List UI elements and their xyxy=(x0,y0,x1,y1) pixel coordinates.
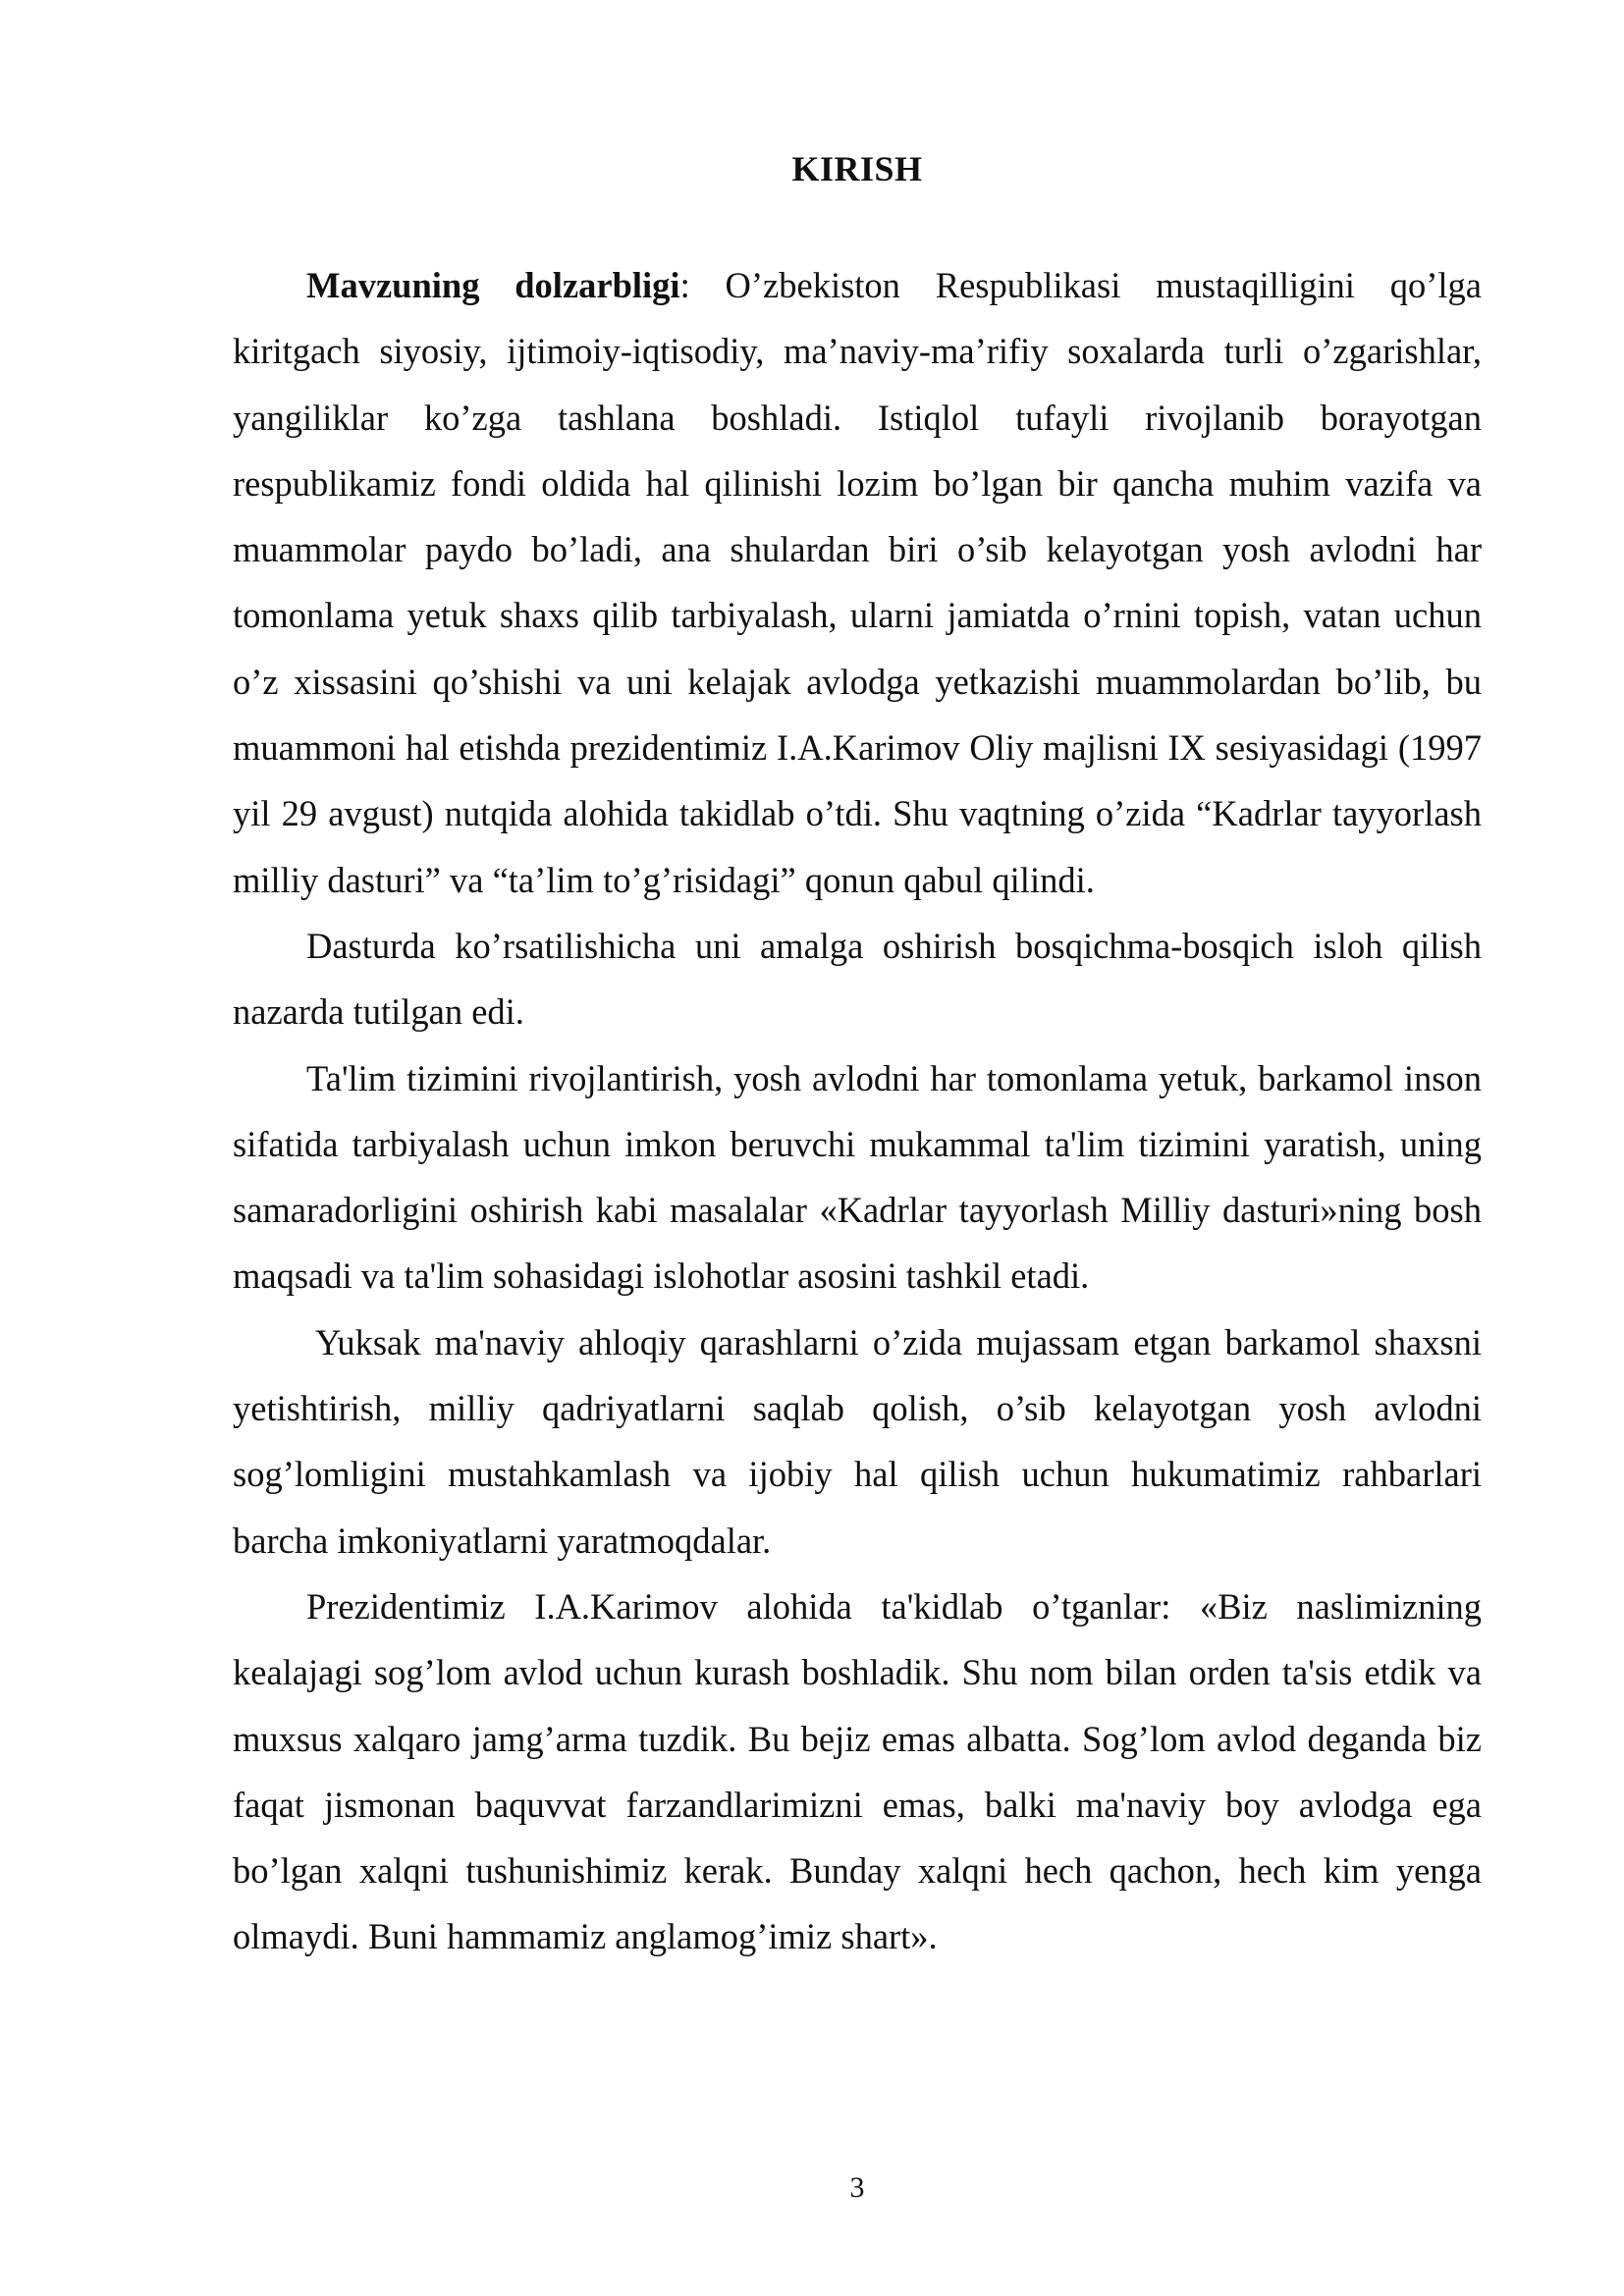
paragraph-lead: Mavzuning dolzarbligi xyxy=(306,265,680,305)
paragraph-text: : O’zbekiston Respublikasi mustaqilligini qo’lga kiritgach siyosiy, ijtimoiy-iqtisodiy, ma’naviy-ma’rifiy soxalarda turli o’zgarishlar, yangiliklar ko’zga tashlana boshladi. Istiqlol tufayli rivojlanib borayotgan respublikamiz fondi oldida hal qilinishi lozim bo’lgan bir qancha muhim vazifa va muammolar paydo bo’ladi, ana shulardan biri o’sib kelayotgan yosh avlodni har tomonlama yetuk shaxs qilib tarbiyalash, ularni jamiatda o’rnini topish, vatan uchun o’z xissasini qo’shishi va uni kelajak avlodga yetkazishi muammolardan bo’lib, bu muammoni hal etishda prezidentimiz I.A.Karimov Oliy majlisni IX sesiyasidagi (1997 yil 29 avgust) nutqida alohida takidlab o’tdi. Shu vaqtning o’zida “Kadrlar tayyorlash milliy dasturi” va “ta’lim to’g’risidagi” qonun qabul qilindi. xyxy=(233,265,1482,900)
body-text xyxy=(233,252,1482,1970)
page-number: 3 xyxy=(849,2171,865,2204)
paragraph-program: Dasturda ko’rsatilishicha uni amalga oshirish bosqichma-bosqich isloh qilish nazarda tutilgan edi. xyxy=(233,925,1482,1033)
paragraph-relevance xyxy=(233,252,1482,913)
document-page xyxy=(233,0,1482,2296)
paragraph-president-quote: Prezidentimiz I.A.Karimov alohida ta'kidlab o’tganlar: «Biz naslimizning kealajagi sog’lom avlod uchun kurash boshladik. Shu nom bilan orden ta'sis etdik va muxsus xalqaro jamg’arma tuzdik. Bu bejiz emas albatta. Sog’lom avlod deganda biz faqat jismonan baquvvat farzandlarimizni emas, balki ma'naviy boy avlodga ega bo’lgan xalqni tushunishimiz kerak. Bunday xalqni hech qachon, hech kim yenga olmaydi. Buni hammamiz anglamog’imiz shart». xyxy=(233,1585,1482,1957)
paragraph-education-system: Ta'lim tizimini rivojlantirish, yosh avlodni har tomonlama yetuk, barkamol inson sifatida tarbiyalash uchun imkon beruvchi mukammal ta'lim tizimini yaratish, uning samaradorligini oshirish kabi masalalar «Kadrlar tayyorlash Milliy dasturi»ning bosh maqsadi va ta'lim sohasidagi islohotlar asosini tashkil etadi. xyxy=(233,1057,1482,1297)
section-heading: KIRISH xyxy=(791,149,923,188)
paragraph-spiritual-values: Yuksak ma'naviy ahloqiy qarashlarni o’zida mujassam etgan barkamol shaxsni yetishtirish, milliy qadriyatlarni saqlab qolish, o’sib kelayotgan yosh avlodni sog’lomligini mustahkamlash va ijobiy hal qilish uchun hukumatimiz rahbarlari barcha imkoniyatlarni yaratmoqdalar. xyxy=(233,1321,1482,1561)
